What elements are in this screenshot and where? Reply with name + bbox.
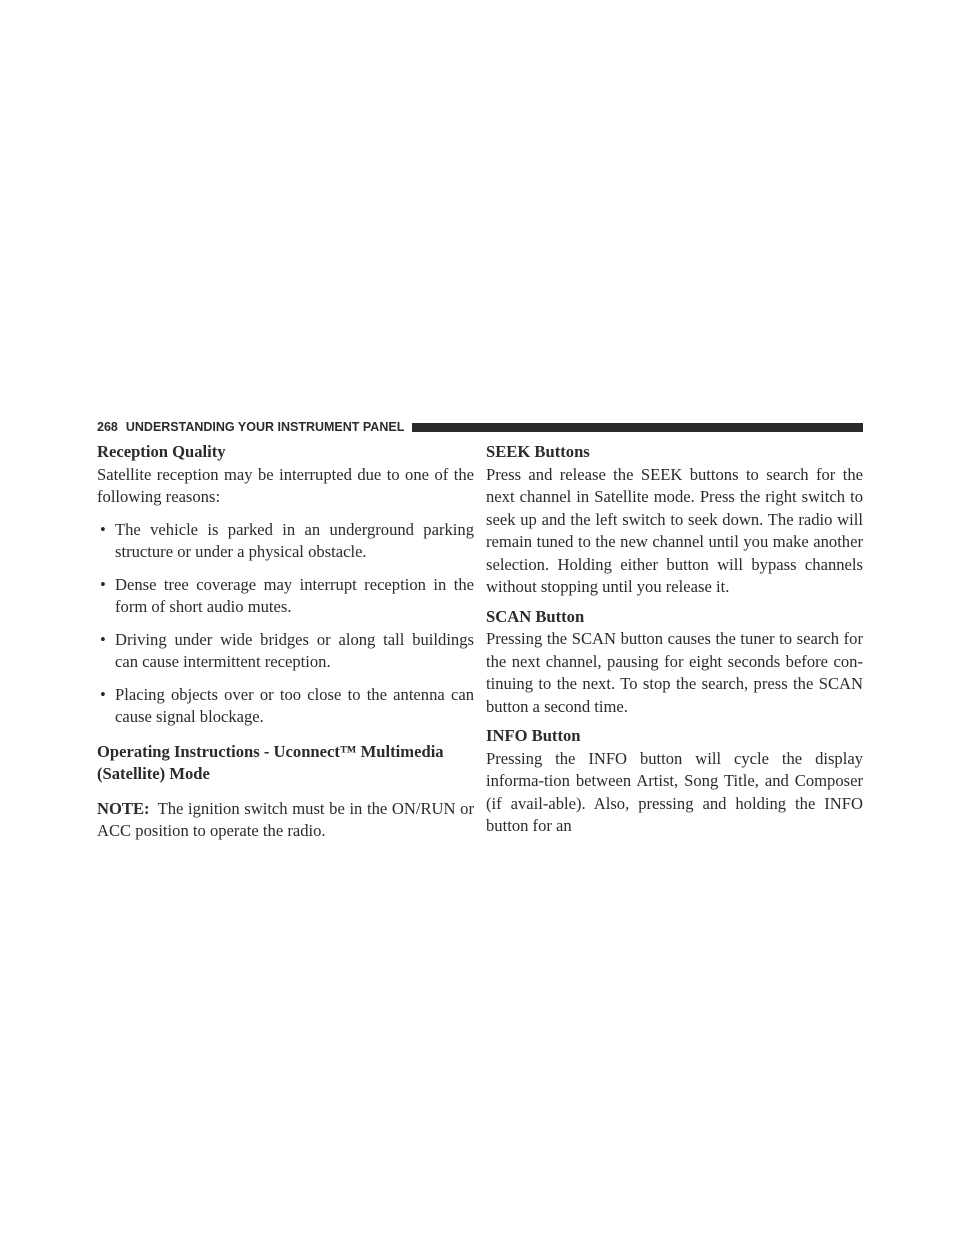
right-column <box>486 441 863 838</box>
page-number: 268 <box>97 420 118 434</box>
left-column <box>97 441 474 843</box>
header-rule <box>412 423 863 432</box>
bullet-icon: • <box>100 629 106 649</box>
list-item-text: The vehicle is parked in an underground parking structure or under a physical obstacle. <box>115 519 474 561</box>
seek-buttons-text: Press and release the SEEK buttons to search for the next channel in Satellite mode. Press the right switch to seek up and the left switch to seek down. The radio will remain tuned to the new channel until you make another selection. Holding either button will bypass channels without stopping until you release it. <box>486 464 863 596</box>
section-title: UNDERSTANDING YOUR INSTRUMENT PANEL <box>125 420 405 434</box>
list-item <box>97 684 474 729</box>
info-button-text: Pressing the INFO button will cycle the display informa-tion between Artist, Song Title, and Composer (if avail-able). Also, pressing and holding the INFO button for an <box>486 748 863 835</box>
reception-reasons-list <box>97 519 474 729</box>
list-item <box>97 629 474 674</box>
bullet-icon: • <box>100 574 106 594</box>
bullet-icon: • <box>100 684 106 704</box>
info-button-heading: INFO Button <box>486 726 581 745</box>
scan-button-text: Pressing the SCAN button causes the tuner to search for the next channel, pausing for eight seconds before con-tinuing to the next. To stop the search, press the SCAN button a second time. <box>486 629 863 716</box>
operating-instructions-heading: Operating Instructions - Uconnect™ Multimedia (Satellite) Mode <box>97 741 444 783</box>
seek-buttons-heading: SEEK Buttons <box>486 442 590 461</box>
list-item-text: Dense tree coverage may interrupt reception in the form of short audio mutes. <box>115 574 474 616</box>
reception-intro: Satellite reception may be interrupted due to one of the following reasons: <box>97 464 474 506</box>
note-text: The ignition switch must be in the ON/RUN or ACC position to operate the radio. <box>97 798 474 840</box>
list-item <box>97 574 474 619</box>
page-header <box>97 418 863 436</box>
reception-quality-heading: Reception Quality <box>97 442 226 461</box>
list-item-text: Placing objects over or too close to the antenna can cause signal blockage. <box>115 684 474 726</box>
list-item <box>97 519 474 564</box>
note-paragraph <box>97 798 474 843</box>
scan-button-heading: SCAN Button <box>486 606 585 626</box>
bullet-icon: • <box>100 519 106 539</box>
list-item-text: Driving under wide bridges or along tall buildings can cause intermittent reception. <box>115 629 474 671</box>
note-label: NOTE: <box>97 798 150 818</box>
